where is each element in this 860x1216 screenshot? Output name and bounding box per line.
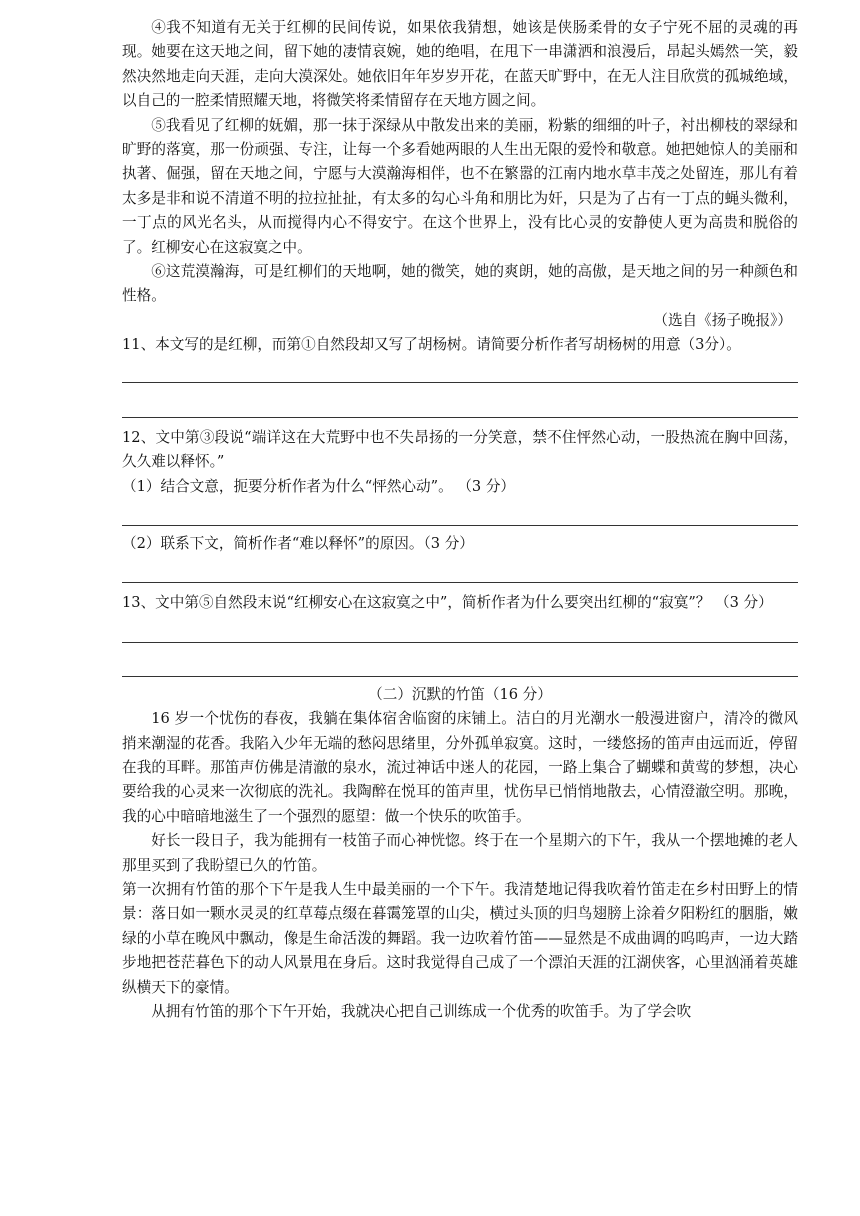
- story-paragraph-3: 第一次拥有竹笛的那个下午是我人生中最美丽的一个下午。我清楚地记得我吹着竹笛走在乡村田野上的情景：落日如一颗水灵灵的红草莓点缀在暮霭笼罩的山尖，横过头顶的归鸟翅膀上涂着夕阳粉红的胭脂，嫩绿的小草在晚风中飘动，像是生命活泼的舞蹈。我一边吹着竹笛——显然是不成曲调的呜呜声，一边大踏步地把苍茫暮色下的动人风景甩在身后。这时我觉得自己成了一个漂泊天涯的江湖侠客，心里汹涌着英雄纵横天下的豪情。: [122, 880, 798, 996]
- story-paragraph-2: 好长一段日子，我为能拥有一枝笛子而心神恍惚。终于在一个星期六的下午，我从一个摆地摊的老人那里买到了我盼望已久的竹笛。: [122, 832, 798, 874]
- section-title: （二）沉默的竹笛（16 分）: [368, 685, 552, 703]
- paragraph-5: ⑤我看见了红柳的妩媚，那一抹于深绿从中散发出来的美丽，粉紫的细细的叶子，衬出柳枝的翠绿和旷野的落寞，那一份顽强、专注，让每一个多看她两眼的人生出无限的爱怜和敬意。她把她惊人的美丽和执著、倔强，留在天地之间，宁愿与大漠瀚海相伴，也不在繁嚣的江南内地水草丰茂之处留连，那儿有着太多是非和说不清道不明的拉拉扯扯，有太多的勾心斗角和朋比为奸，只是为了占有一丁点的蝇头微利，一丁点的风光名头，从而搅得内心不得安宁。在这个世界上，没有比心灵的安静使人更为高贵和脱俗的了。红柳安心在这寂寞之中。: [122, 116, 798, 256]
- paragraph-4: ④我不知道有无关于红柳的民间传说，如果依我猜想，她该是侠肠柔骨的女子宁死不屈的灵魂的再现。她要在这天地之间，留下她的凄情哀婉，她的绝唱，在甩下一串潇洒和浪漫后，昂起头嫣然一笑，毅然决然地走向天涯，走向大漠深处。她依旧年年岁岁开花，在蓝天旷野中，在无人注目欣赏的孤城绝域，以自己的一腔柔情照耀天地，将微笑将柔情留存在天地方圆之间。: [122, 19, 798, 110]
- source-citation: （选自《扬子晚报》）: [653, 311, 792, 329]
- question-12: 12、文中第③段说“端详这在大荒野中也不失昂扬的一分笑意，禁不住怦然心动，一股热流在胸中回荡，久久难以释怀。”: [122, 428, 798, 471]
- story-paragraph-4: 从拥有竹笛的那个下午开始，我就决心把自己训练成一个优秀的吹笛手。为了学会吹: [151, 1003, 692, 1020]
- question-13: 13、文中第⑤自然段末说“红柳安心在这寂寞之中”，简析作者为什么要突出红柳的“寂寞”？ （3 分）: [122, 594, 773, 612]
- story-paragraph-1: 16 岁一个忧伤的春夜，我躺在集体宿舍临窗的床铺上。洁白的月光潮水一般漫进窗户，清冷的微风捎来潮湿的花香。我陷入少年无端的愁闷思绪里，分外孤单寂寞。这时，一缕悠扬的笛声由远而近，停留在我的耳畔。那笛声仿佛是清澈的泉水，流过神话中迷人的花园，一路上集合了蝴蝶和黄莺的梦想，决心要给我的心灵来一次彻底的洗礼。我陶醉在悦耳的笛声里，忧伤早已悄悄地散去，心情澄澈空明。那晚，我的心中暗暗地滋生了一个强烈的愿望：做一个快乐的吹笛手。: [122, 710, 798, 825]
- question-11: 11、本文写的是红柳，而第①自然段却又写了胡杨树。请简要分析作者写胡杨树的用意（3分）。: [122, 336, 741, 354]
- exam-page: [122, 16, 798, 1024]
- paragraph-6: ⑥这荒漠瀚海，可是红柳们的天地啊，她的微笑，她的爽朗，她的高傲，是天地之间的另一种颜色和性格。: [122, 263, 798, 305]
- question-12-part-2: （2）联系下文，简析作者“难以释怀”的原因。（3 分）: [122, 534, 474, 552]
- question-12-part-1: （1）结合文意，扼要分析作者为什么“怦然心动”。 （3 分）: [122, 477, 516, 495]
